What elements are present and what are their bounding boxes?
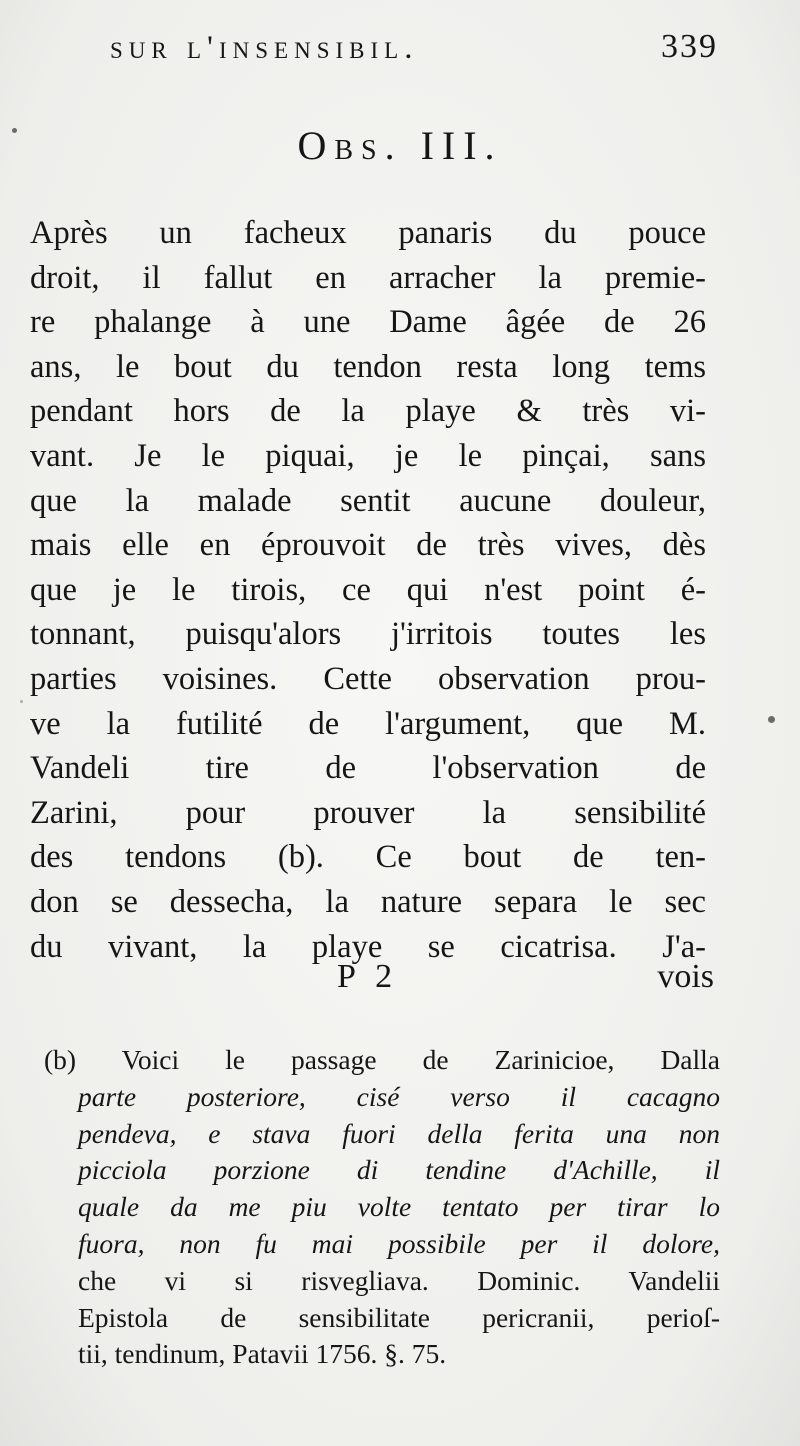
- catchword: vois: [657, 958, 714, 995]
- footnote-line: (b) Voici le passage de Zarinicioe, Dalla: [44, 1044, 720, 1075]
- body-line: des tendons (b). Ce bout de ten-: [30, 839, 706, 876]
- body-line: que je le tirois, ce qui n'est point é-: [30, 571, 706, 608]
- body-text: [30, 211, 706, 969]
- footnote-line: picciola porzione di tendine d'Achille, il: [78, 1154, 720, 1186]
- signature-mark: P 2: [337, 958, 399, 995]
- signature-row: [30, 958, 714, 1004]
- footnote: [44, 1042, 720, 1373]
- body-line: que la malade sentit aucune douleur,: [30, 482, 706, 519]
- page-number: 339: [661, 28, 718, 65]
- ink-speck: [768, 716, 775, 723]
- footnote-line: tii, tendinum, Patavii 1756. §. 75.: [78, 1338, 447, 1370]
- body-line: pendant hors de la playe & très vi-: [30, 393, 706, 430]
- body-line: re phalange à une Dame âgée de 26: [30, 304, 706, 341]
- body-line: Après un facheux panaris du pouce: [30, 215, 706, 251]
- ink-speck: [20, 700, 23, 703]
- footnote-line: quale da me piu volte tentato per tirar lo: [78, 1191, 720, 1223]
- body-line: Zarini, pour prouver la sensibilité: [30, 794, 706, 831]
- body-line: don se dessecha, la nature separa le sec: [30, 883, 706, 920]
- body-line: parties voisines. Cette observation prou-: [30, 660, 706, 697]
- footnote-line: Epistola de sensibilitate pericranii, perioſ-: [78, 1301, 720, 1333]
- body-line: vant. Je le piquai, je le pinçai, sans: [30, 437, 706, 474]
- ink-speck: [12, 128, 17, 133]
- section-title: Obs. III.: [297, 123, 503, 168]
- body-line: tonnant, puisqu'alors j'irritois toutes les: [30, 616, 706, 653]
- body-line: ve la futilité de l'argument, que M.: [30, 705, 706, 742]
- body-line: mais elle en éprouvoit de très vives, dès: [30, 527, 706, 564]
- footnote-line: pendeva, e stava fuori della ferita una non: [78, 1117, 720, 1149]
- body-line: ans, le bout du tendon resta long tems: [30, 348, 706, 385]
- footnote-line: che vi si risvegliava. Dominic. Vandelii: [78, 1264, 720, 1296]
- body-line: Vandeli tire de l'observation de: [30, 750, 706, 787]
- body-line: du vivant, la playe se cicatrisa. J'a-: [30, 928, 706, 965]
- footnote-line: fuora, non fu mai possibile per il dolore,: [78, 1227, 720, 1259]
- footnote-line: parte posteriore, cisé verso il cacagno: [78, 1080, 720, 1112]
- running-title: sur l'insensibil.: [110, 30, 419, 66]
- body-line: droit, il fallut en arracher la premie-: [30, 259, 706, 296]
